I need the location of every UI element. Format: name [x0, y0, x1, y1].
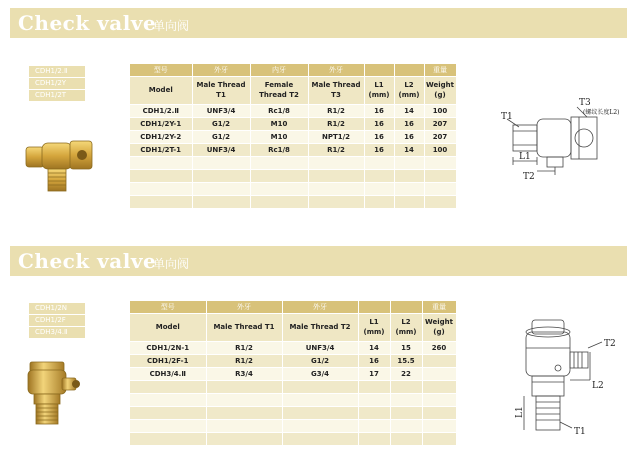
table-cell	[358, 432, 390, 445]
table-cell: UNF3/4	[192, 143, 250, 156]
table-cell: 16	[394, 130, 424, 143]
section1-spec-table	[130, 64, 457, 209]
column-header: Male Thread T1	[206, 313, 282, 341]
table-cell: CDH1/2T-1	[130, 143, 192, 156]
model-code: CDH1/2Y	[29, 78, 85, 89]
table-cell	[206, 406, 282, 419]
table-cell: 16	[364, 143, 394, 156]
table-cell: UNF3/4	[192, 104, 250, 117]
brass-check-valve-image	[22, 135, 98, 195]
table-row	[130, 195, 456, 208]
table-cell	[250, 195, 308, 208]
table-cell	[308, 156, 364, 169]
table-cell	[394, 195, 424, 208]
cn-header: 外牙	[192, 64, 250, 76]
table-cell: NPT1/2	[308, 130, 364, 143]
cn-header: 型号	[130, 301, 206, 313]
column-header: L1 (mm)	[364, 76, 394, 104]
column-header: Male Thread T1	[192, 76, 250, 104]
column-header: Model	[130, 313, 206, 341]
table-cell: Rc1/8	[250, 104, 308, 117]
table-cell	[282, 393, 358, 406]
table-cell: 16	[394, 117, 424, 130]
table-cell: 16	[364, 130, 394, 143]
table-cell: R1/2	[206, 354, 282, 367]
table-cell	[390, 432, 422, 445]
table-row	[130, 117, 456, 130]
label-l2: L2	[592, 381, 604, 391]
table-cell	[394, 182, 424, 195]
cn-header: 重量	[424, 64, 456, 76]
section1-banner	[10, 8, 627, 38]
table-row	[130, 419, 456, 432]
table-cell: M10	[250, 117, 308, 130]
table-cell	[192, 182, 250, 195]
section1-model-codes	[29, 66, 85, 102]
table-cell: 207	[424, 130, 456, 143]
label-t3: T3	[579, 98, 591, 108]
table-row	[130, 380, 456, 393]
table-cell: 16	[364, 104, 394, 117]
table-cell: 15.5	[390, 354, 422, 367]
table-cell	[130, 195, 192, 208]
table-cell	[308, 169, 364, 182]
table-cell: CDH3/4.Ⅱ	[130, 367, 206, 380]
column-header: Model	[130, 76, 192, 104]
table-cell	[424, 156, 456, 169]
table-cell: UNF3/4	[282, 341, 358, 354]
table-cell: R1/2	[206, 341, 282, 354]
table-cell	[358, 406, 390, 419]
table-cell	[364, 156, 394, 169]
table-cell: G1/2	[282, 354, 358, 367]
model-code: CDH3/4.Ⅱ	[29, 327, 85, 338]
table-cell	[390, 419, 422, 432]
table-cell	[390, 380, 422, 393]
table-cell	[130, 182, 192, 195]
section2-title: Check valve	[18, 249, 157, 273]
label-l1: L1	[519, 152, 531, 162]
table-cell: 16	[364, 117, 394, 130]
model-code: CDH1/2T	[29, 90, 85, 101]
column-header: Weight (g)	[422, 313, 456, 341]
table-cell	[282, 432, 358, 445]
table-cell	[282, 419, 358, 432]
table-cell: CDH1/2Y-2	[130, 130, 192, 143]
table-cell	[130, 393, 206, 406]
table-cell	[394, 169, 424, 182]
table-cell: 14	[394, 143, 424, 156]
section2-spec-table	[130, 301, 457, 446]
table-cell: G3/4	[282, 367, 358, 380]
table-cell	[192, 195, 250, 208]
table-cell: 16	[358, 354, 390, 367]
table-cell	[282, 380, 358, 393]
table-cell	[308, 195, 364, 208]
table-cell: 14	[358, 341, 390, 354]
cn-header: 外牙	[308, 64, 364, 76]
table-cell	[130, 419, 206, 432]
label-l1: L1	[515, 406, 525, 418]
table-cell: CDH1/2N-1	[130, 341, 206, 354]
cn-header	[394, 64, 424, 76]
table-cell: 100	[424, 143, 456, 156]
column-header: L2 (mm)	[390, 313, 422, 341]
label-t2: T2	[523, 172, 535, 182]
table-cell: 14	[394, 104, 424, 117]
table-cell: 15	[390, 341, 422, 354]
label-t2: T2	[604, 339, 616, 349]
table-cell	[394, 156, 424, 169]
model-code: CDH1/2.Ⅱ	[29, 66, 85, 77]
table-cell: 207	[424, 117, 456, 130]
table-cell	[358, 393, 390, 406]
table-cell: 17	[358, 367, 390, 380]
table-cell	[130, 156, 192, 169]
table-cell	[364, 169, 394, 182]
table-cell	[206, 393, 282, 406]
table-cell	[206, 432, 282, 445]
table-row	[130, 406, 456, 419]
table-cell	[364, 182, 394, 195]
table-cell	[282, 406, 358, 419]
table-cell	[250, 156, 308, 169]
table-cell: G1/2	[192, 117, 250, 130]
column-header: Male Thread T2	[282, 313, 358, 341]
table-cell: Rc1/8	[250, 143, 308, 156]
table-cell	[358, 380, 390, 393]
section2-banner	[10, 246, 627, 276]
cn-header: 外牙	[282, 301, 358, 313]
table-row	[130, 182, 456, 195]
table-cell: M10	[250, 130, 308, 143]
table-cell	[390, 406, 422, 419]
table-cell	[424, 182, 456, 195]
model-code: CDH1/2F	[29, 315, 85, 326]
table-cell	[424, 169, 456, 182]
label-t1: T1	[574, 427, 586, 437]
table-cell	[422, 406, 456, 419]
column-header: L2 (mm)	[394, 76, 424, 104]
table-cell	[130, 380, 206, 393]
table-cell	[390, 393, 422, 406]
cn-header	[390, 301, 422, 313]
table-cell	[192, 156, 250, 169]
cn-header: 内牙	[250, 64, 308, 76]
section1-title: Check valve	[18, 11, 157, 35]
label-l2-note: (螺纹长度L2)	[583, 109, 620, 116]
table-row	[130, 393, 456, 406]
cn-header: 外牙	[206, 301, 282, 313]
table-cell: 260	[422, 341, 456, 354]
table-cell: 100	[424, 104, 456, 117]
section1-technical-drawing	[497, 95, 627, 187]
table-cell	[364, 195, 394, 208]
cn-header	[364, 64, 394, 76]
table-row	[130, 341, 456, 354]
column-header: Weight (g)	[424, 76, 456, 104]
table-cell	[308, 182, 364, 195]
table-cell	[250, 169, 308, 182]
cn-header	[358, 301, 390, 313]
table-cell	[422, 393, 456, 406]
table-row	[130, 169, 456, 182]
table-cell: R1/2	[308, 143, 364, 156]
table-row	[130, 130, 456, 143]
table-cell	[206, 380, 282, 393]
table-cell	[250, 182, 308, 195]
table-cell	[422, 354, 456, 367]
table-cell	[130, 432, 206, 445]
table-row	[130, 367, 456, 380]
table-cell: CDH1/2Y-1	[130, 117, 192, 130]
section2-technical-drawing	[510, 318, 627, 438]
column-header: Male Thread T3	[308, 76, 364, 104]
label-t1: T1	[501, 112, 513, 122]
table-row	[130, 156, 456, 169]
table-cell	[422, 380, 456, 393]
table-row	[130, 354, 456, 367]
table-cell: CDH1/2F-1	[130, 354, 206, 367]
table-row	[130, 143, 456, 156]
column-header: L1 (mm)	[358, 313, 390, 341]
table-row	[130, 432, 456, 445]
model-code: CDH1/2N	[29, 303, 85, 314]
brass-check-valve-image	[22, 360, 88, 428]
table-cell	[206, 419, 282, 432]
table-cell	[424, 195, 456, 208]
cn-header: 重量	[422, 301, 456, 313]
table-row	[130, 104, 456, 117]
column-header: Female Thread T2	[250, 76, 308, 104]
section2-subtitle: 单向阀	[153, 257, 190, 271]
table-cell	[422, 367, 456, 380]
table-cell: 22	[390, 367, 422, 380]
table-cell	[130, 169, 192, 182]
table-cell: G1/2	[192, 130, 250, 143]
table-cell	[422, 432, 456, 445]
table-cell	[422, 419, 456, 432]
cn-header: 型号	[130, 64, 192, 76]
table-cell	[130, 406, 206, 419]
table-cell: R1/2	[308, 104, 364, 117]
table-cell: R3/4	[206, 367, 282, 380]
table-cell	[192, 169, 250, 182]
table-cell	[358, 419, 390, 432]
section2-model-codes	[29, 303, 85, 339]
table-cell: CDH1/2.Ⅱ	[130, 104, 192, 117]
table-cell: R1/2	[308, 117, 364, 130]
section1-subtitle: 单向阀	[153, 19, 190, 33]
